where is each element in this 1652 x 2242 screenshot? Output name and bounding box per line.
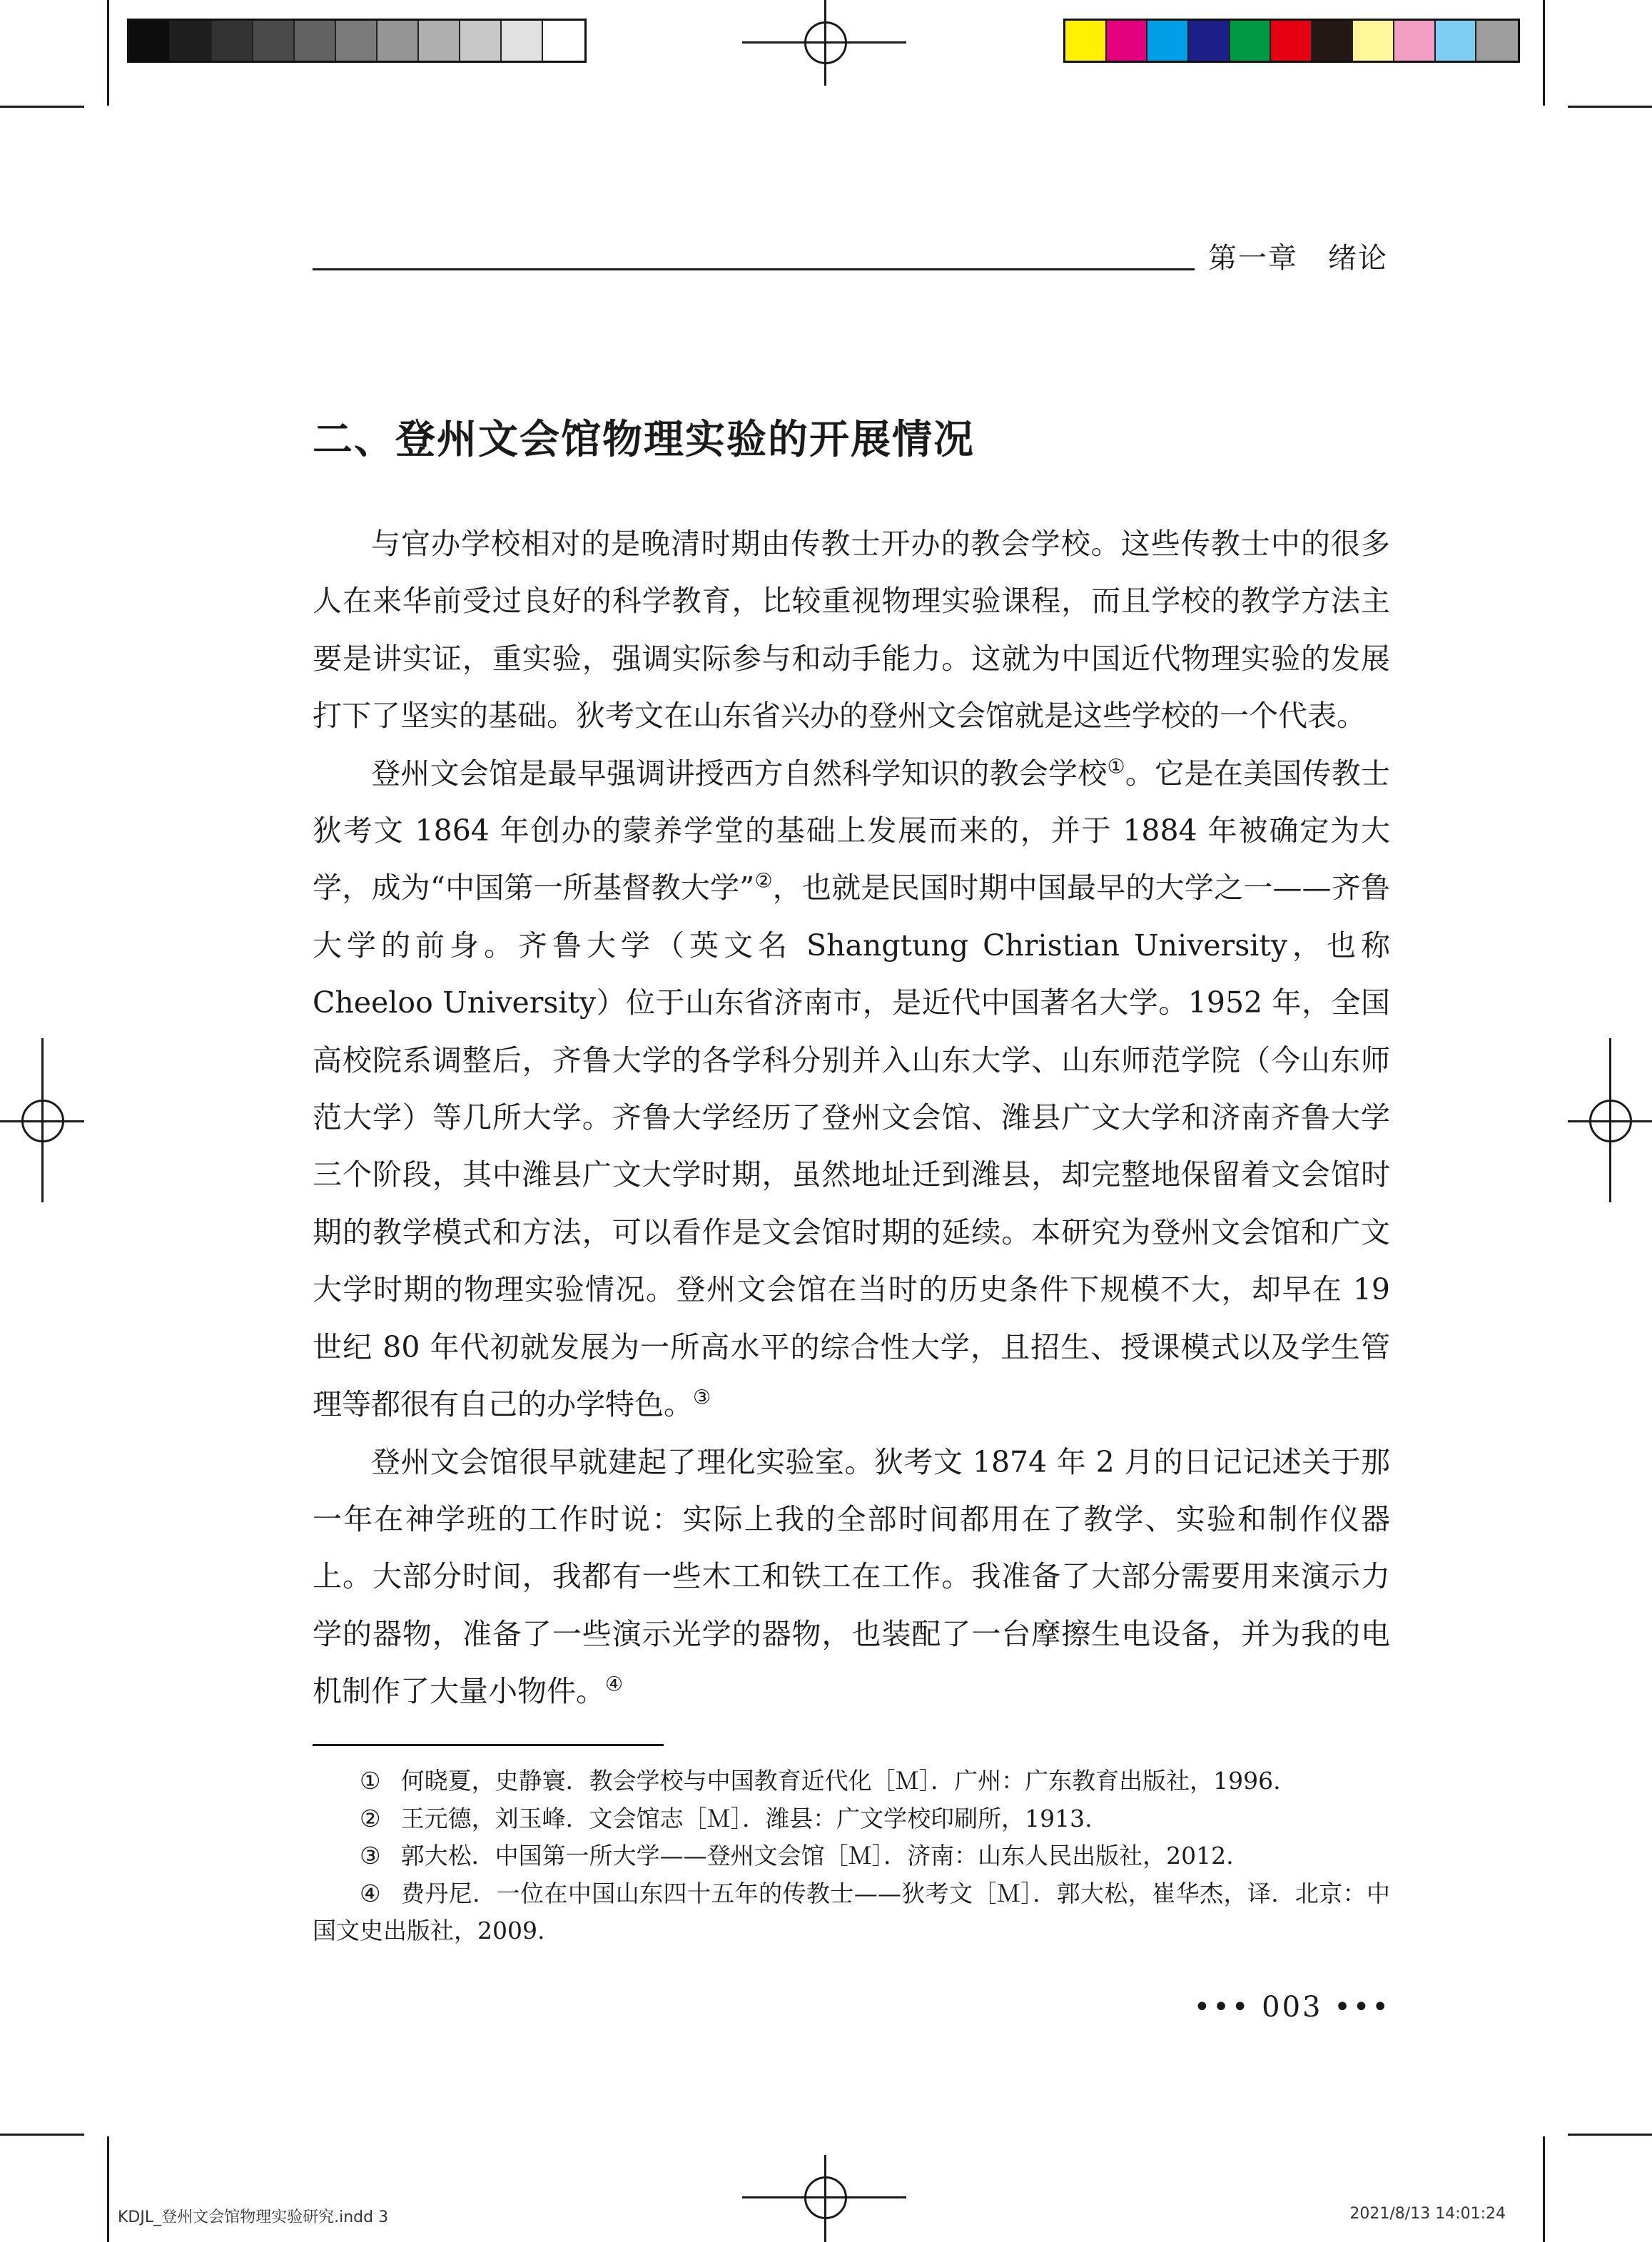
paragraph-text: ，也就是民国时期中国最早的大学之一——齐鲁大学的前身。齐鲁大学（英文名 Shangtung Christian University，也称 Cheeloo University）位于山东省济南市，是近代中国著名大学。1952 年，全国高校院系调整后，齐鲁大学的各学科分别并入山东大学、山东师范学院（今山东师范大学）等几所大学。齐鲁大学经历了登州文会馆、潍县广文大学和济南齐鲁大学三个阶段，其中潍县广文大学时期，虽然地址迁到潍县，却完整地保留着文会馆时期的教学模式和方法，可以看作是文会馆时期的延续。本研究为登州文会馆和广文大学时期的物理实验情况。登州文会馆在当时的历史条件下规模不大，却早在 19 世纪 80 年代初就发展为一所高水平的综合性大学，且招生、授课模式以及学生管理等都很有自己的办学特色。 bbox=[313, 871, 1391, 1422]
paragraph-text: 登州文会馆是最早强调讲授西方自然科学知识的教会学校 bbox=[371, 756, 1108, 791]
grayscale-calibration-bar bbox=[127, 19, 587, 63]
footnote-mark: ③ bbox=[360, 1842, 381, 1870]
footnote-ref[interactable]: ② bbox=[754, 868, 773, 893]
registration-mark-circle bbox=[804, 21, 847, 64]
paragraph-text: 。它是在美国传教士狄考文 1864 年创办的蒙养学堂的基础上发展而来的，并于 1884 年被确定为大学，成为“中国第一所基督教大学” bbox=[313, 756, 1391, 906]
crop-mark bbox=[107, 2136, 109, 2242]
color-calibration-bar bbox=[1063, 19, 1520, 63]
footnote-text: 费丹尼．一位在中国山东四十五年的传教士——狄考文［Ｍ］．郭大松，崔华杰，译．北京：中国文史出版社，2009. bbox=[313, 1879, 1390, 1944]
footnote-ref[interactable]: ① bbox=[1107, 754, 1125, 778]
running-header: 第一章 绪论 bbox=[1208, 242, 1388, 275]
page-number: ••• 003 ••• bbox=[1193, 1991, 1391, 2024]
footnotes bbox=[313, 1762, 1390, 1950]
footnote bbox=[313, 1800, 1390, 1838]
color-swatch bbox=[1107, 21, 1148, 61]
color-swatch bbox=[1189, 21, 1230, 61]
color-swatch bbox=[212, 21, 253, 61]
color-swatch bbox=[1312, 21, 1354, 61]
body-text bbox=[313, 515, 1390, 1720]
color-swatch bbox=[1065, 21, 1107, 61]
color-swatch bbox=[377, 21, 419, 61]
color-swatch bbox=[253, 21, 295, 61]
color-swatch bbox=[543, 21, 584, 61]
paragraph bbox=[313, 1434, 1390, 1720]
footnote-mark: ② bbox=[360, 1804, 381, 1832]
crop-mark bbox=[1543, 0, 1545, 106]
crop-mark bbox=[107, 0, 109, 106]
crop-mark bbox=[0, 2134, 84, 2136]
paragraph-text: 登州文会馆很早就建起了理化实验室。狄考文 1874 年 2 月的日记记述关于那一年在神学班的工作时说：实际上我的全部时间都用在了教学、实验和制作仪器上。大部分时间，我都有一些木工和铁工在工作。我准备了大部分需要用来演示力学的器物，准备了一些演示光学的器物，也装配了一台摩擦生电设备，并为我的电机制作了大量小物件。 bbox=[313, 1444, 1390, 1709]
slug-filename: KDJL_登州文会馆物理实验研究.indd 3 bbox=[118, 2208, 389, 2226]
footnote-text: 何晓夏，史静寰．教会学校与中国教育近代化［Ｍ］．广州：广东教育出版社，1996. bbox=[400, 1767, 1281, 1795]
crop-mark bbox=[1568, 2134, 1652, 2136]
registration-mark-circle bbox=[1589, 1100, 1632, 1142]
registration-mark-circle bbox=[21, 1100, 64, 1142]
color-swatch bbox=[1271, 21, 1312, 61]
section-title: 二、登州文会馆物理实验的开展情况 bbox=[313, 416, 975, 463]
paragraph bbox=[313, 745, 1390, 1434]
footnote-ref[interactable]: ③ bbox=[693, 1385, 711, 1409]
footnote bbox=[313, 1837, 1390, 1875]
crop-mark bbox=[1568, 106, 1652, 108]
footnote-mark: ④ bbox=[360, 1879, 381, 1907]
color-swatch bbox=[1476, 21, 1518, 61]
color-swatch bbox=[1147, 21, 1189, 61]
color-swatch bbox=[295, 21, 336, 61]
footnote bbox=[313, 1762, 1390, 1800]
color-swatch bbox=[419, 21, 460, 61]
color-swatch bbox=[1394, 21, 1436, 61]
color-swatch bbox=[1230, 21, 1272, 61]
footnote bbox=[313, 1875, 1390, 1950]
header-rule bbox=[313, 268, 1195, 270]
footnote-ref[interactable]: ④ bbox=[605, 1672, 624, 1696]
slug-timestamp: 2021/8/13 14:01:24 bbox=[1349, 2205, 1506, 2223]
footnote-text: 郭大松．中国第一所大学——登州文会馆［Ｍ］．济南：山东人民出版社，2012. bbox=[400, 1842, 1234, 1870]
color-swatch bbox=[1353, 21, 1394, 61]
color-swatch bbox=[171, 21, 212, 61]
footnote-rule bbox=[313, 1744, 664, 1746]
color-swatch bbox=[129, 21, 171, 61]
crop-mark bbox=[0, 106, 84, 108]
color-swatch bbox=[336, 21, 377, 61]
color-swatch bbox=[1436, 21, 1477, 61]
color-swatch bbox=[502, 21, 543, 61]
registration-mark-circle bbox=[804, 2176, 847, 2219]
footnote-mark: ① bbox=[360, 1767, 381, 1795]
crop-mark bbox=[1543, 2136, 1545, 2242]
footnote-text: 王元德，刘玉峰．文会馆志［Ｍ］．潍县：广文学校印刷所，1913. bbox=[400, 1804, 1093, 1832]
color-swatch bbox=[460, 21, 502, 61]
paragraph: 与官办学校相对的是晚清时期由传教士开办的教会学校。这些传教士中的很多人在来华前受过良好的科学教育，比较重视物理实验课程，而且学校的教学方法主要是讲实证，重实验，强调实际参与和动手能力。这就为中国近代物理实验的发展打下了坚实的基础。狄考文在山东省兴办的登州文会馆就是这些学校的一个代表。 bbox=[313, 527, 1390, 734]
